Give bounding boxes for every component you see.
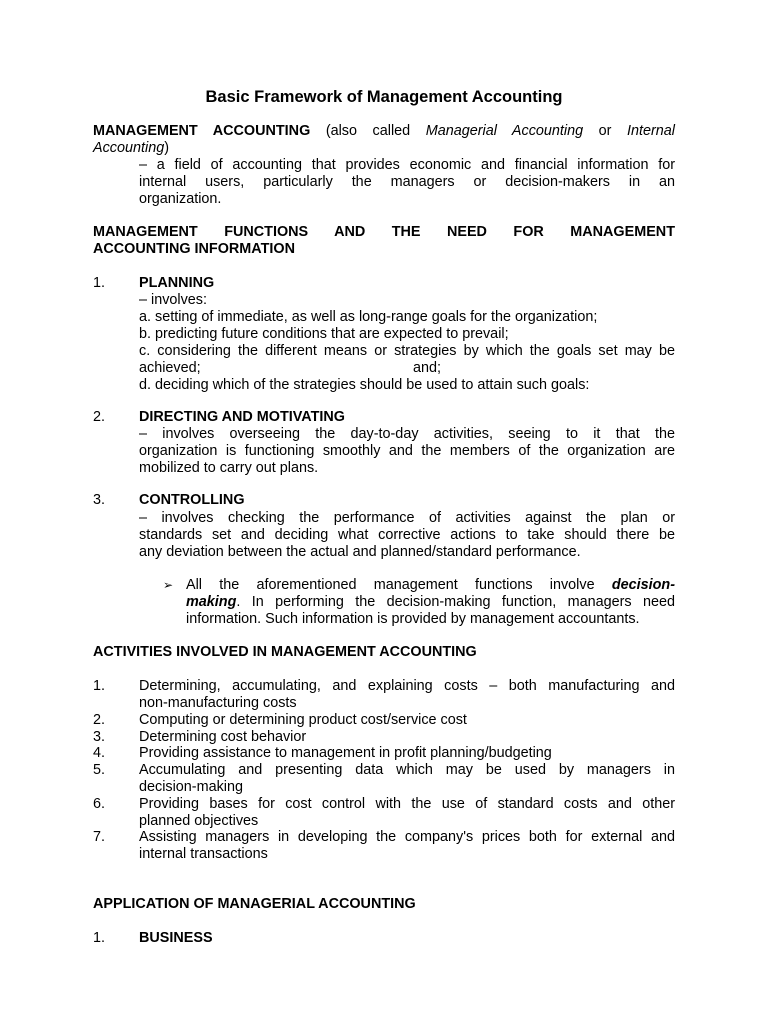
application-heading: APPLICATION OF MANAGERIAL ACCOUNTING [93, 896, 416, 912]
activity-number: 1. [93, 678, 106, 694]
activity-line: Determining, accumulating, and explaining costs – both manufacturing and [139, 678, 675, 694]
intro-definition-2: internal users, particularly the managers or decision-makers in an [139, 174, 675, 190]
intro-alt2-line2: Accounting [93, 140, 165, 156]
intro-definition-3: organization. [139, 191, 222, 207]
activity-line: planned objectives [139, 813, 259, 829]
note-line-1-text: All the aforementioned management functions involve [186, 577, 595, 593]
activity-number: 2. [93, 712, 106, 728]
controlling-heading: CONTROLLING [139, 492, 245, 508]
activities-heading: ACTIVITIES INVOLVED IN MANAGEMENT ACCOUNTING [93, 644, 477, 660]
activity-number: 3. [93, 729, 106, 745]
intro-line-2 [93, 140, 675, 157]
intro-or: or [598, 123, 612, 139]
intro-term: MANAGEMENT ACCOUNTING [93, 123, 311, 139]
note-line-3: information. Such information is provided by management accountants. [186, 611, 640, 627]
controlling-number: 3. [93, 492, 106, 508]
controlling-line-2: standards set and deciding what corrective actions to take should there be [139, 527, 675, 543]
note-line-1 [186, 577, 675, 594]
planning-achieved: achieved; [139, 360, 201, 376]
note-line-2-text: . In performing the decision-making function, managers need [236, 594, 675, 610]
planning-heading: PLANNING [139, 275, 215, 291]
controlling-line-3: any deviation between the actual and planned/standard performance. [139, 544, 581, 560]
planning-number: 1. [93, 275, 106, 291]
planning-item-d: d. deciding which of the strategies should be used to attain such goals: [139, 377, 590, 393]
note-emphasis-1: decision- [611, 577, 676, 593]
intro-alt1: Managerial Accounting [425, 123, 584, 139]
activity-number: 4. [93, 745, 106, 761]
intro-close-paren: ) [164, 140, 169, 156]
planning-item-c-cont [139, 360, 675, 377]
controlling-line-1: – involves checking the performance of activities against the plan or [139, 510, 675, 526]
activity-line: decision-making [139, 779, 243, 795]
intro-line-1 [93, 123, 675, 140]
directing-line-3: mobilized to carry out plans. [139, 460, 319, 476]
activity-number: 5. [93, 762, 106, 778]
intro-definition-1: – a field of accounting that provides economic and financial information for [139, 157, 675, 173]
activity-line: Providing bases for cost control with the use of standard costs and other [139, 796, 675, 812]
activity-line: Accumulating and presenting data which may be used by managers in [139, 762, 675, 778]
directing-line-1: – involves overseeing the day-to-day activities, seeing to it that the [139, 426, 675, 442]
activity-line: Assisting managers in developing the company's prices both for external and [139, 829, 675, 845]
activity-line: Determining cost behavior [139, 729, 307, 745]
arrow-bullet-icon: ➢ [163, 578, 174, 592]
activity-line: internal transactions [139, 846, 268, 862]
activity-line: non-manufacturing costs [139, 695, 297, 711]
activity-line: Computing or determining product cost/service cost [139, 712, 467, 728]
application-item-business: BUSINESS [139, 930, 213, 946]
activity-line: Providing assistance to management in profit planning/budgeting [139, 745, 552, 761]
planning-item-a: a. setting of immediate, as well as long-range goals for the organization; [139, 309, 598, 325]
planning-item-b: b. predicting future conditions that are expected to prevail; [139, 326, 509, 342]
planning-item-c: c. considering the different means or strategies by which the goals set may be [139, 343, 675, 359]
document-title: Basic Framework of Management Accounting [205, 88, 563, 106]
directing-heading: DIRECTING AND MOTIVATING [139, 409, 345, 425]
planning-and: and; [412, 360, 441, 376]
intro-also: (also called [325, 123, 411, 139]
intro-alt2-line1: Internal [627, 123, 675, 139]
activity-number: 6. [93, 796, 106, 812]
directing-number: 2. [93, 409, 106, 425]
directing-line-2: organization is functioning smoothly and the members of the organization are [139, 443, 675, 459]
planning-involves: – involves: [139, 292, 207, 308]
note-line-2 [186, 594, 675, 611]
activity-number: 7. [93, 829, 106, 845]
functions-heading-line-2: ACCOUNTING INFORMATION [93, 241, 295, 257]
functions-heading-line-1: MANAGEMENT FUNCTIONS AND THE NEED FOR MANAGEMENT [93, 224, 675, 240]
note-emphasis-2: making [186, 594, 237, 610]
application-number: 1. [93, 930, 106, 946]
